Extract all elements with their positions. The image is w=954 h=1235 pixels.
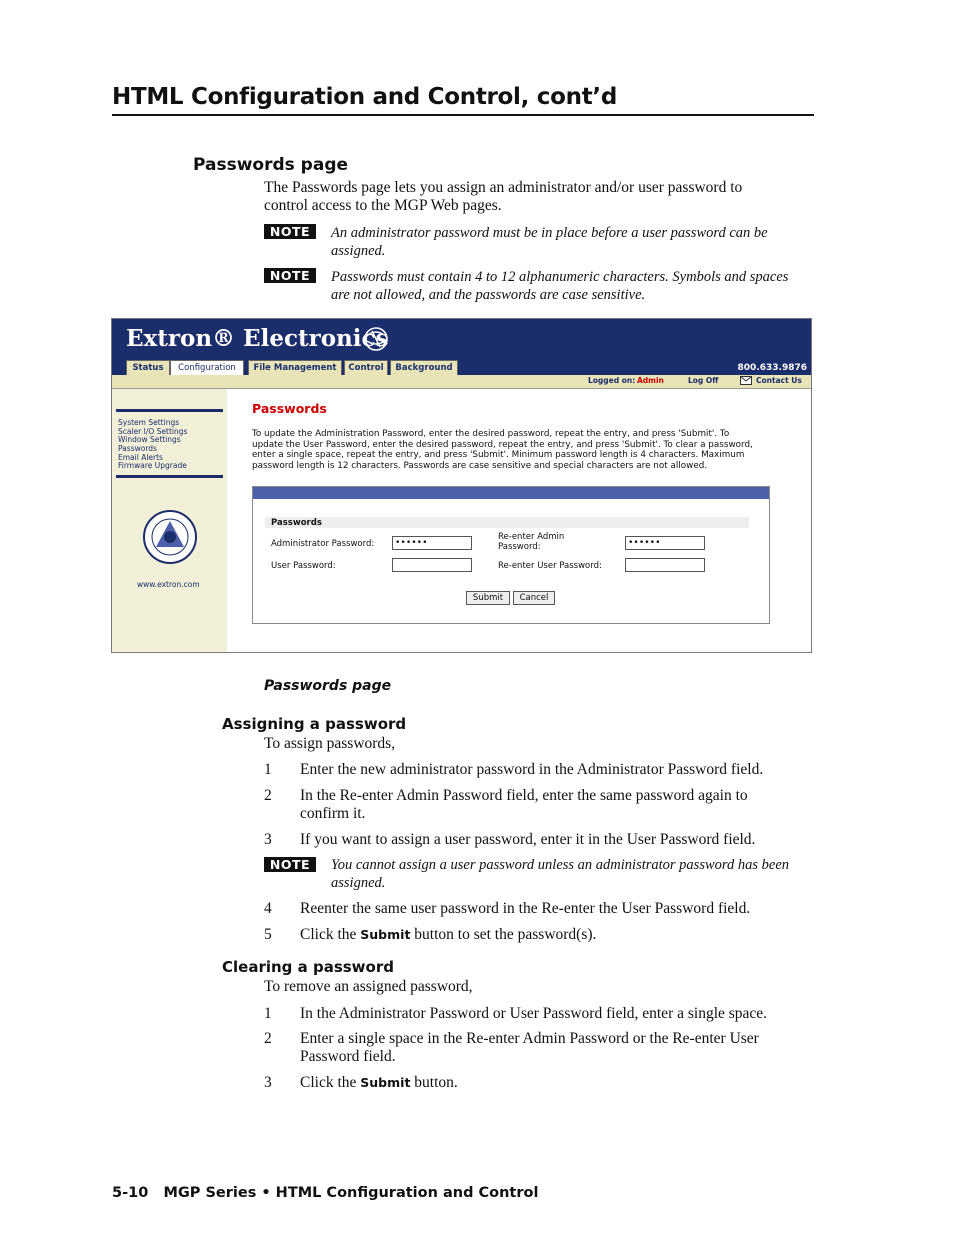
reenter-admin-label [498, 532, 564, 552]
passwords-description [252, 429, 800, 471]
extron-banner [112, 319, 811, 375]
reenter-admin-label-line-1: Re-enter Admin [498, 532, 565, 542]
form-title-bar [253, 487, 769, 499]
sidebar-item-window-settings[interactable]: Window Settings [118, 435, 181, 444]
page-footer [112, 1185, 538, 1201]
tab-background[interactable]: Background [390, 360, 458, 376]
assign-step-4: Reenter the same user password in the Re-enter the User Password field. [300, 900, 751, 917]
sidebar-item-system-settings[interactable]: System Settings [118, 418, 180, 427]
assign-step-5-post: button to set the password(s). [414, 926, 597, 943]
assign-step-2 [300, 787, 810, 823]
logged-on-user: Admin [637, 376, 664, 385]
passwords-title: Passwords [252, 401, 327, 416]
website-link[interactable]: www.extron.com [137, 580, 200, 589]
clear-title: Clearing a password [222, 958, 394, 976]
note-badge: NOTE [264, 857, 316, 872]
globe-icon [362, 325, 390, 353]
step-number: 5 [264, 926, 272, 943]
status-bar [112, 375, 811, 389]
content-area [227, 389, 811, 652]
contact-us-link[interactable]: Contact Us [756, 376, 802, 385]
sidebar-item-email-alerts[interactable]: Email Alerts [118, 453, 163, 462]
submit-button[interactable]: Submit [466, 591, 510, 605]
section-title: Passwords page [193, 155, 349, 175]
intro-line-2: control access to the MGP Web pages. [264, 197, 502, 214]
page-header: HTML Configuration and Control, cont’d [112, 84, 617, 110]
assign-intro: To assign passwords, [264, 735, 396, 752]
form-heading-strip [265, 517, 749, 528]
reenter-user-label: Re-enter User Password: [498, 561, 602, 571]
user-password-input[interactable] [392, 558, 472, 572]
service-seal-icon [142, 509, 198, 565]
assign-title: Assigning a password [222, 715, 407, 733]
header-rule [112, 114, 814, 116]
step-number: 1 [264, 761, 272, 778]
cancel-button[interactable]: Cancel [513, 591, 555, 605]
submit-keyword: Submit [360, 1075, 411, 1090]
assign-step-5-pre: Click the [300, 926, 357, 943]
desc-line-2: update the User Password, enter the desired password, repeat the entry, and press 'Submit'. To clear a password, [252, 439, 753, 450]
admin-password-label: Administrator Password: [271, 539, 375, 549]
user-password-label: User Password: [271, 561, 336, 571]
reenter-admin-label-line-2: Password: [498, 542, 541, 552]
step-number: 4 [264, 900, 272, 917]
note-1-line-2: assigned. [331, 243, 386, 259]
clear-step-3-pre: Click the [300, 1074, 357, 1091]
clear-step-2-line-1: Enter a single space in the Re-enter Admin Password or the Re-enter User [300, 1030, 759, 1047]
clear-step-2-line-2: Password field. [300, 1048, 396, 1065]
clear-step-1: In the Administrator Password or User Password field, enter a single space. [300, 1005, 768, 1022]
tab-status[interactable]: Status [126, 360, 170, 376]
assign-step-2-line-1: In the Re-enter Admin Password field, enter the same password again to [300, 787, 748, 804]
passwords-page-screenshot [111, 318, 812, 653]
footer-title: MGP Series • HTML Configuration and Control [163, 1185, 539, 1201]
form-heading: Passwords [271, 518, 322, 528]
sidebar-item-passwords[interactable]: Passwords [118, 444, 157, 453]
desc-line-3: enter a single space, repeat the entry, and press 'Submit'. Minimum password length is 4 characters. Maximum [252, 450, 745, 460]
brand-logo: Extron® Electronics [126, 325, 389, 352]
admin-password-input[interactable]: •••••• [392, 536, 472, 550]
password-form [252, 486, 770, 624]
note-3-line-1: You cannot assign a user password unless an administrator password has been [331, 857, 790, 873]
reenter-user-input[interactable] [625, 558, 705, 572]
step-number: 2 [264, 1030, 272, 1047]
sidebar-rule [116, 409, 223, 412]
envelope-icon [740, 376, 752, 385]
desc-line-1: To update the Administration Password, enter the desired password, repeat the entry, and press 'Submit'. To [252, 429, 730, 439]
sidebar-rule [116, 475, 223, 478]
step-number: 2 [264, 787, 272, 804]
assign-step-2-line-2: confirm it. [300, 805, 366, 822]
tab-file-management[interactable]: File Management [248, 360, 342, 376]
desc-line-4: password length is 12 characters. Passwords are case sensitive and special characters are not allowed. [252, 460, 708, 471]
note-badge: NOTE [264, 224, 316, 239]
clear-step-3-post: button. [414, 1074, 458, 1091]
step-number: 3 [264, 831, 272, 848]
intro-line-1: The Passwords page lets you assign an administrator and/or user password to [264, 179, 743, 196]
sidebar-item-scaler-io[interactable]: Scaler I/O Settings [118, 427, 188, 436]
note-1-line-1: An administrator password must be in place before a user password can be [331, 225, 768, 241]
sidebar [112, 389, 227, 652]
reenter-admin-input[interactable]: •••••• [625, 536, 705, 550]
assign-step-5 [300, 926, 810, 944]
logoff-link[interactable]: Log Off [688, 376, 719, 385]
logged-on-label: Logged on: [588, 376, 636, 385]
note-2 [331, 268, 809, 304]
note-3-line-2: assigned. [331, 875, 386, 891]
step-number: 3 [264, 1074, 272, 1091]
footer-page-number: 5-10 [112, 1185, 149, 1201]
tab-control[interactable]: Control [344, 360, 388, 376]
phone-number: 800.633.9876 [737, 363, 807, 373]
tab-configuration[interactable]: Configuration [170, 360, 244, 376]
note-1 [331, 224, 809, 260]
assign-step-1: Enter the new administrator password in the Administrator Password field. [300, 761, 764, 778]
step-number: 1 [264, 1005, 272, 1022]
note-2-line-1: Passwords must contain 4 to 12 alphanumeric characters. Symbols and spaces [331, 269, 789, 285]
figure-caption: Passwords page [264, 678, 392, 694]
clear-step-3 [300, 1074, 810, 1092]
note-2-line-2: are not allowed, and the passwords are case sensitive. [331, 287, 646, 303]
note-3 [331, 856, 809, 892]
note-badge: NOTE [264, 268, 316, 283]
clear-intro: To remove an assigned password, [264, 978, 473, 995]
sidebar-item-firmware[interactable]: Firmware Upgrade [118, 461, 187, 470]
clear-step-2 [300, 1030, 810, 1066]
assign-step-3: If you want to assign a user password, enter it in the User Password field. [300, 831, 756, 848]
submit-keyword: Submit [360, 927, 411, 942]
